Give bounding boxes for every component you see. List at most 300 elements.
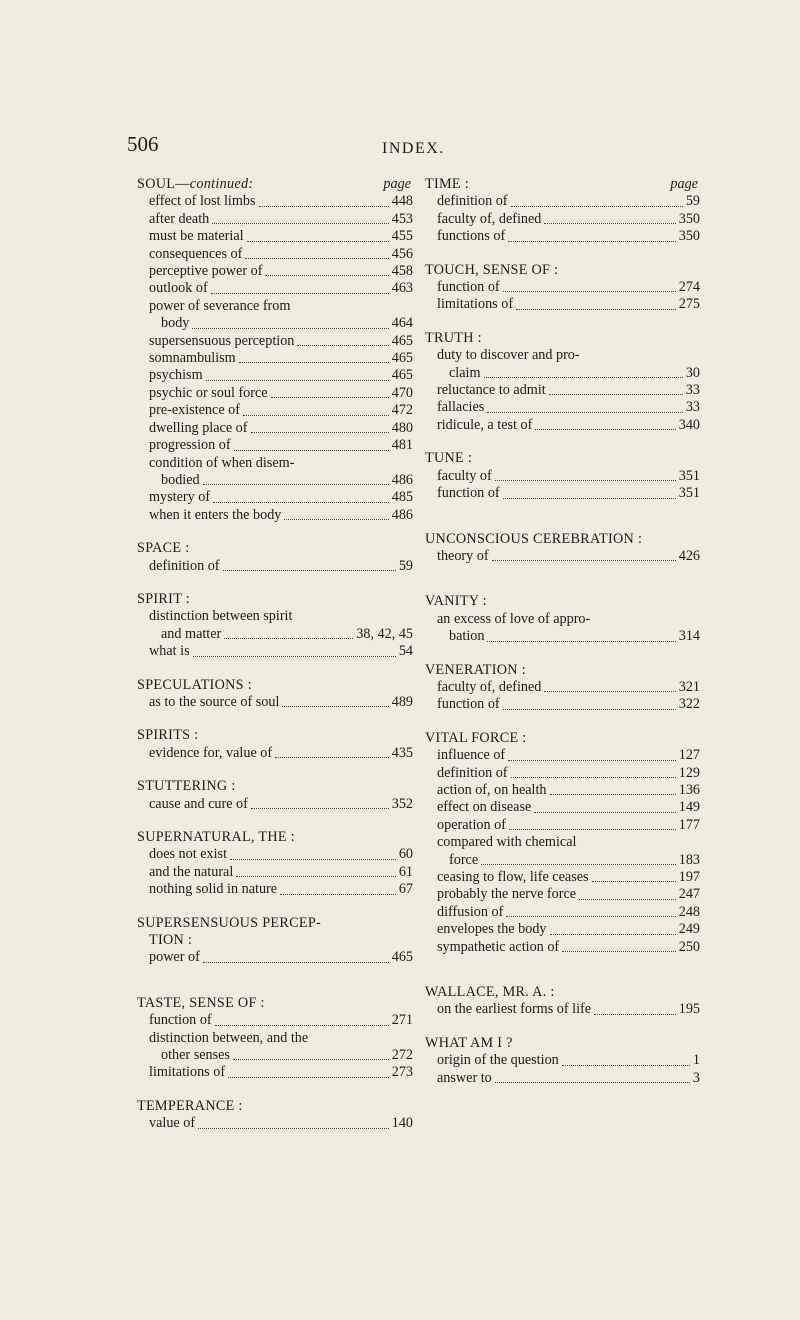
leader-dots xyxy=(234,450,389,451)
right-column xyxy=(425,176,700,1087)
index-entry xyxy=(137,228,413,245)
index-entry xyxy=(137,846,413,863)
section-heading: SPECULATIONS : xyxy=(137,676,252,693)
entry-page: 350 xyxy=(678,228,700,245)
entry-page: 464 xyxy=(391,315,413,332)
section-heading: WALLACE, MR. A. : xyxy=(425,984,555,1001)
index-entry xyxy=(425,485,700,502)
entry-text: after death xyxy=(149,210,210,227)
entry-text: answer to xyxy=(437,1069,492,1086)
index-entry xyxy=(137,608,413,643)
entry-page: 30 xyxy=(685,364,700,381)
entry-page: 60 xyxy=(398,846,413,863)
entry-page: 453 xyxy=(391,210,413,227)
leader-dots xyxy=(534,812,675,813)
index-entry xyxy=(137,402,413,419)
leader-dots xyxy=(275,757,389,758)
leader-dots xyxy=(511,206,683,207)
entry-page: 67 xyxy=(398,881,413,898)
leader-dots xyxy=(198,1128,389,1129)
index-entry xyxy=(137,1012,413,1029)
leader-dots xyxy=(550,934,676,935)
leader-dots xyxy=(212,223,388,224)
index-entry xyxy=(137,211,413,228)
entry-text: cause and cure of xyxy=(149,795,248,812)
entry-text: mystery of xyxy=(149,489,211,506)
index-entry xyxy=(425,799,700,816)
entry-page: 33 xyxy=(685,399,700,416)
entry-page: 1 xyxy=(692,1052,700,1069)
entry-text: supersensuous perception xyxy=(149,332,295,349)
index-entry xyxy=(425,696,700,713)
entry-text: perceptive power of xyxy=(149,263,263,280)
index-section xyxy=(137,540,413,575)
entry-text: sympathetic action of xyxy=(437,938,560,955)
index-section xyxy=(137,915,413,967)
leader-dots xyxy=(259,206,389,207)
entry-page: 247 xyxy=(678,886,700,903)
leader-dots xyxy=(487,641,675,642)
running-head: INDEX. xyxy=(382,140,445,157)
leader-dots xyxy=(495,1082,690,1083)
section-heading: TUNE : xyxy=(425,450,473,467)
entry-text: faculty of, defined xyxy=(437,678,542,695)
entry-text: effect of lost limbs xyxy=(149,193,256,210)
index-entry xyxy=(425,417,700,434)
index-section xyxy=(425,450,700,502)
index-entry xyxy=(137,694,413,711)
heading-row xyxy=(137,176,413,193)
heading-continued: continued: xyxy=(189,176,254,192)
entry-page: 486 xyxy=(391,506,413,523)
left-column xyxy=(137,176,413,1133)
index-entry xyxy=(137,643,413,660)
entry-text-cont: body xyxy=(161,315,190,332)
index-entry xyxy=(425,939,700,956)
entry-text: on the earliest forms of life xyxy=(437,1001,592,1018)
entry-line2 xyxy=(437,628,700,645)
index-entry xyxy=(425,869,700,886)
index-entry xyxy=(425,468,700,485)
index-entry xyxy=(425,228,700,245)
entry-page: 481 xyxy=(391,437,413,454)
entry-text: duty to discover and pro- xyxy=(437,347,580,364)
index-entry xyxy=(425,296,700,313)
entry-text-cont: claim xyxy=(449,364,481,381)
entry-page: 197 xyxy=(678,869,700,885)
index-entry xyxy=(137,437,413,454)
entry-page: 426 xyxy=(678,547,700,564)
index-entry xyxy=(137,420,413,437)
index-section xyxy=(137,778,413,813)
index-section xyxy=(425,262,700,314)
entry-line2 xyxy=(149,626,413,643)
index-entry xyxy=(425,347,700,382)
entry-page: 3 xyxy=(692,1069,700,1086)
entry-text: function of xyxy=(437,279,500,296)
entry-page: 275 xyxy=(678,296,700,313)
entry-text: limitations of xyxy=(149,1064,226,1081)
entry-text: reluctance to admit xyxy=(437,382,546,399)
entry-page: 351 xyxy=(678,485,700,502)
index-entry xyxy=(137,796,413,813)
entry-page: 485 xyxy=(391,489,413,506)
leader-dots xyxy=(503,709,676,710)
entry-page: 458 xyxy=(391,263,413,280)
entry-text: distinction between, and the xyxy=(149,1029,309,1046)
leader-dots xyxy=(511,777,676,778)
leader-dots xyxy=(495,480,676,481)
entry-page: 465 xyxy=(391,949,413,966)
index-section xyxy=(425,984,700,1019)
entry-line2 xyxy=(149,1047,413,1064)
index-section xyxy=(425,176,700,246)
entry-text: function of xyxy=(149,1012,212,1029)
index-entry xyxy=(425,211,700,228)
index-entry xyxy=(137,263,413,280)
page-number: 506 xyxy=(127,132,159,156)
entry-text: psychism xyxy=(149,367,203,384)
index-entry xyxy=(425,1070,700,1087)
index-entry xyxy=(425,817,700,834)
index-section xyxy=(137,677,413,712)
leader-dots xyxy=(280,894,396,895)
entry-page: 470 xyxy=(391,384,413,401)
entry-page: 455 xyxy=(391,228,413,245)
index-entry xyxy=(425,782,700,799)
leader-dots xyxy=(492,560,676,561)
index-entry xyxy=(137,558,413,575)
leader-dots xyxy=(487,412,683,413)
index-entry xyxy=(425,1001,700,1018)
entry-page: 472 xyxy=(391,402,413,419)
entry-text: faculty of, defined xyxy=(437,210,542,227)
index-entry xyxy=(137,489,413,506)
entry-text: limitations of xyxy=(437,296,514,313)
entry-line2 xyxy=(149,472,413,489)
index-entry xyxy=(425,679,700,696)
index-entry xyxy=(425,765,700,782)
index-entry xyxy=(137,193,413,210)
section-heading: VANITY : xyxy=(425,593,487,610)
index-entry xyxy=(137,1064,413,1081)
section-heading: WHAT AM I ? xyxy=(425,1034,513,1051)
leader-dots xyxy=(203,484,389,485)
index-entry xyxy=(425,921,700,938)
entry-text: somnambulism xyxy=(149,350,236,367)
leader-dots xyxy=(509,829,676,830)
entry-text: progression of xyxy=(149,437,231,454)
leader-dots xyxy=(193,656,396,657)
leader-dots xyxy=(213,502,389,503)
leader-dots xyxy=(211,293,389,294)
entry-page: 486 xyxy=(391,471,413,488)
section-heading: TOUCH, SENSE OF : xyxy=(425,261,559,278)
section-heading: TIME : xyxy=(425,176,469,192)
leader-dots xyxy=(579,899,676,900)
leader-dots xyxy=(562,951,676,952)
section-heading: SUPERNATURAL, THE : xyxy=(137,829,295,845)
leader-dots xyxy=(544,223,675,224)
entry-text: and the natural xyxy=(149,863,234,880)
leader-dots xyxy=(508,760,676,761)
index-entry xyxy=(425,279,700,296)
entry-text-cont: force xyxy=(449,851,479,868)
section-heading-cont: TION : xyxy=(149,932,193,949)
entry-text: does not exist xyxy=(149,846,228,863)
index-section xyxy=(137,591,413,661)
entry-page: 272 xyxy=(391,1047,413,1064)
entry-page: 456 xyxy=(391,245,413,262)
entry-text: ceasing to flow, life ceases xyxy=(437,869,589,885)
entry-text: psychic or soul force xyxy=(149,384,268,401)
section-heading: VENERATION : xyxy=(425,661,526,678)
index-entry xyxy=(425,834,700,869)
index-section xyxy=(137,727,413,762)
section-heading: UNCONSCIOUS CEREBRATION : xyxy=(425,530,643,547)
leader-dots xyxy=(245,258,388,259)
leader-dots xyxy=(503,498,676,499)
index-section xyxy=(425,730,700,956)
index-entry xyxy=(425,1052,700,1069)
index-entry xyxy=(137,1030,413,1065)
entry-text: definition of xyxy=(149,557,220,574)
index-entry xyxy=(425,611,700,646)
index-entry xyxy=(425,399,700,416)
index-entry xyxy=(137,350,413,367)
leader-dots xyxy=(562,1065,690,1066)
entry-text: distinction between spirit xyxy=(149,608,293,625)
entry-page: 183 xyxy=(678,851,700,868)
section-heading: SOUL—continued: xyxy=(137,176,254,192)
entry-text: definition of xyxy=(437,193,508,210)
entry-page: 463 xyxy=(391,280,413,297)
entry-text: dwelling place of xyxy=(149,419,248,436)
index-section xyxy=(137,1098,413,1133)
page-column-label: page xyxy=(670,176,698,192)
entry-text: what is xyxy=(149,643,190,660)
entry-page: 149 xyxy=(678,799,700,816)
index-entry xyxy=(425,904,700,921)
index-entry xyxy=(137,298,413,333)
entry-page: 59 xyxy=(398,557,413,574)
leader-dots xyxy=(192,328,388,329)
entry-text: fallacies xyxy=(437,399,485,416)
entry-text-cont: bodied xyxy=(161,471,200,488)
leader-dots xyxy=(271,397,389,398)
leader-dots xyxy=(236,876,396,877)
entry-page: 250 xyxy=(678,938,700,955)
index-entry xyxy=(425,382,700,399)
index-entry xyxy=(137,745,413,762)
entry-page: 127 xyxy=(678,747,700,764)
entry-page: 195 xyxy=(678,1001,700,1018)
leader-dots xyxy=(484,377,683,378)
entry-text: function of xyxy=(437,696,500,713)
page-column-label: page xyxy=(383,176,411,192)
entry-text: definition of xyxy=(437,764,508,781)
entry-page: 59 xyxy=(685,193,700,210)
index-entry xyxy=(137,280,413,297)
index-section xyxy=(425,330,700,434)
leader-dots xyxy=(239,362,389,363)
index-section xyxy=(137,176,413,524)
leader-dots xyxy=(592,881,676,882)
entry-text: condition of when disem- xyxy=(149,454,295,471)
entry-text: outlook of xyxy=(149,280,208,297)
entry-page: 465 xyxy=(391,350,413,367)
section-heading: VITAL FORCE : xyxy=(425,729,527,746)
leader-dots xyxy=(297,345,388,346)
leader-dots xyxy=(243,415,389,416)
entry-page: 352 xyxy=(391,795,413,812)
index-section xyxy=(425,531,700,566)
index-entry xyxy=(137,507,413,524)
entry-page: 249 xyxy=(678,921,700,938)
entry-page: 61 xyxy=(398,863,413,880)
index-section xyxy=(137,995,413,1082)
index-section xyxy=(137,829,413,899)
leader-dots xyxy=(282,706,388,707)
leader-dots xyxy=(508,241,676,242)
entry-page: 38, 42, 45 xyxy=(356,625,413,642)
leader-dots xyxy=(224,638,353,639)
leader-dots xyxy=(549,394,683,395)
entry-page: 435 xyxy=(391,744,413,761)
entry-page: 465 xyxy=(391,367,413,384)
index-section xyxy=(425,593,700,645)
entry-page: 489 xyxy=(391,693,413,710)
entry-text: nothing solid in nature xyxy=(149,881,278,898)
entry-text-cont: and matter xyxy=(161,625,222,642)
leader-dots xyxy=(265,275,388,276)
entry-page: 54 xyxy=(398,643,413,660)
entry-text: theory of xyxy=(437,547,489,564)
index-entry xyxy=(137,881,413,898)
entry-line2 xyxy=(437,852,700,869)
leader-dots xyxy=(535,429,675,430)
index-entry xyxy=(137,864,413,881)
section-heading: SPIRITS : xyxy=(137,727,199,744)
index-section xyxy=(425,1035,700,1087)
leader-dots xyxy=(251,808,389,809)
entry-text: action of, on health xyxy=(437,781,547,798)
entry-text: envelopes the body xyxy=(437,921,547,938)
leader-dots xyxy=(223,570,396,571)
leader-dots xyxy=(503,291,676,292)
entry-page: 448 xyxy=(391,193,413,210)
entry-text: probably the nerve force xyxy=(437,886,577,903)
entry-page: 248 xyxy=(678,903,700,920)
leader-dots xyxy=(516,309,676,310)
entry-text: power of severance from xyxy=(149,297,291,314)
section-heading: STUTTERING : xyxy=(137,778,236,795)
index-entry xyxy=(137,333,413,350)
leader-dots xyxy=(203,962,389,963)
entry-page: 274 xyxy=(678,279,700,296)
entry-text: influence of xyxy=(437,747,506,764)
section-heading: TRUTH : xyxy=(425,329,482,346)
entry-text: function of xyxy=(437,485,500,502)
entry-page: 273 xyxy=(391,1064,413,1081)
index-entry xyxy=(425,886,700,903)
entry-page: 140 xyxy=(391,1115,413,1132)
heading-row xyxy=(425,176,700,193)
index-entry xyxy=(137,1115,413,1132)
index-entry xyxy=(137,455,413,490)
leader-dots xyxy=(251,432,389,433)
index-entry xyxy=(137,949,413,966)
leader-dots xyxy=(215,1025,389,1026)
leader-dots xyxy=(228,1077,389,1078)
entry-text: compared with chemical xyxy=(437,834,577,851)
entry-page: 321 xyxy=(678,678,700,695)
entry-text: an excess of love of appro- xyxy=(437,610,591,627)
section-heading: SPIRIT : xyxy=(137,590,190,607)
entry-text: as to the source of soul xyxy=(149,693,280,710)
leader-dots xyxy=(284,519,388,520)
entry-page: 480 xyxy=(391,419,413,436)
entry-text: must be material xyxy=(149,228,244,245)
entry-page: 465 xyxy=(391,332,413,349)
index-section xyxy=(425,662,700,714)
leader-dots xyxy=(206,380,389,381)
entry-page: 351 xyxy=(678,467,700,484)
section-heading: TASTE, SENSE OF : xyxy=(137,994,265,1011)
entry-page: 322 xyxy=(678,696,700,713)
entry-text: ridicule, a test of xyxy=(437,416,533,433)
leader-dots xyxy=(481,864,676,865)
entry-page: 314 xyxy=(678,628,700,645)
index-entry xyxy=(425,747,700,764)
entry-text: faculty of xyxy=(437,467,492,484)
entry-text: power of xyxy=(149,949,200,966)
entry-text: operation of xyxy=(437,816,506,833)
leader-dots xyxy=(550,794,676,795)
index-entry xyxy=(137,367,413,384)
entry-page: 177 xyxy=(678,816,700,833)
entry-text: value of xyxy=(149,1115,196,1132)
index-entry xyxy=(137,246,413,263)
entry-page: 136 xyxy=(678,781,700,798)
entry-line2 xyxy=(149,315,413,332)
entry-text: diffusion of xyxy=(437,903,504,920)
section-heading: TEMPERANCE : xyxy=(137,1097,243,1114)
entry-text: when it enters the body xyxy=(149,506,282,523)
entry-line2 xyxy=(437,365,700,382)
leader-dots xyxy=(230,859,396,860)
entry-page: 340 xyxy=(678,416,700,433)
entry-text: pre-existence of xyxy=(149,402,240,419)
entry-text: consequences of xyxy=(149,245,243,262)
leader-dots xyxy=(247,241,389,242)
leader-dots xyxy=(544,691,675,692)
entry-text-cont: bation xyxy=(449,628,485,645)
entry-page: 33 xyxy=(685,382,700,399)
index-entry xyxy=(137,385,413,402)
entry-page: 129 xyxy=(678,764,700,781)
index-entry xyxy=(425,548,700,565)
index-entry xyxy=(425,193,700,210)
entry-text-cont: other senses xyxy=(161,1047,230,1064)
entry-text: evidence for, value of xyxy=(149,744,273,761)
leader-dots xyxy=(506,916,675,917)
section-heading: SPACE : xyxy=(137,540,190,557)
leader-dots xyxy=(233,1059,389,1060)
entry-text: origin of the question xyxy=(437,1052,559,1069)
entry-page: 271 xyxy=(391,1012,413,1029)
section-heading: SUPERSENSUOUS PERCEP- xyxy=(137,914,322,931)
